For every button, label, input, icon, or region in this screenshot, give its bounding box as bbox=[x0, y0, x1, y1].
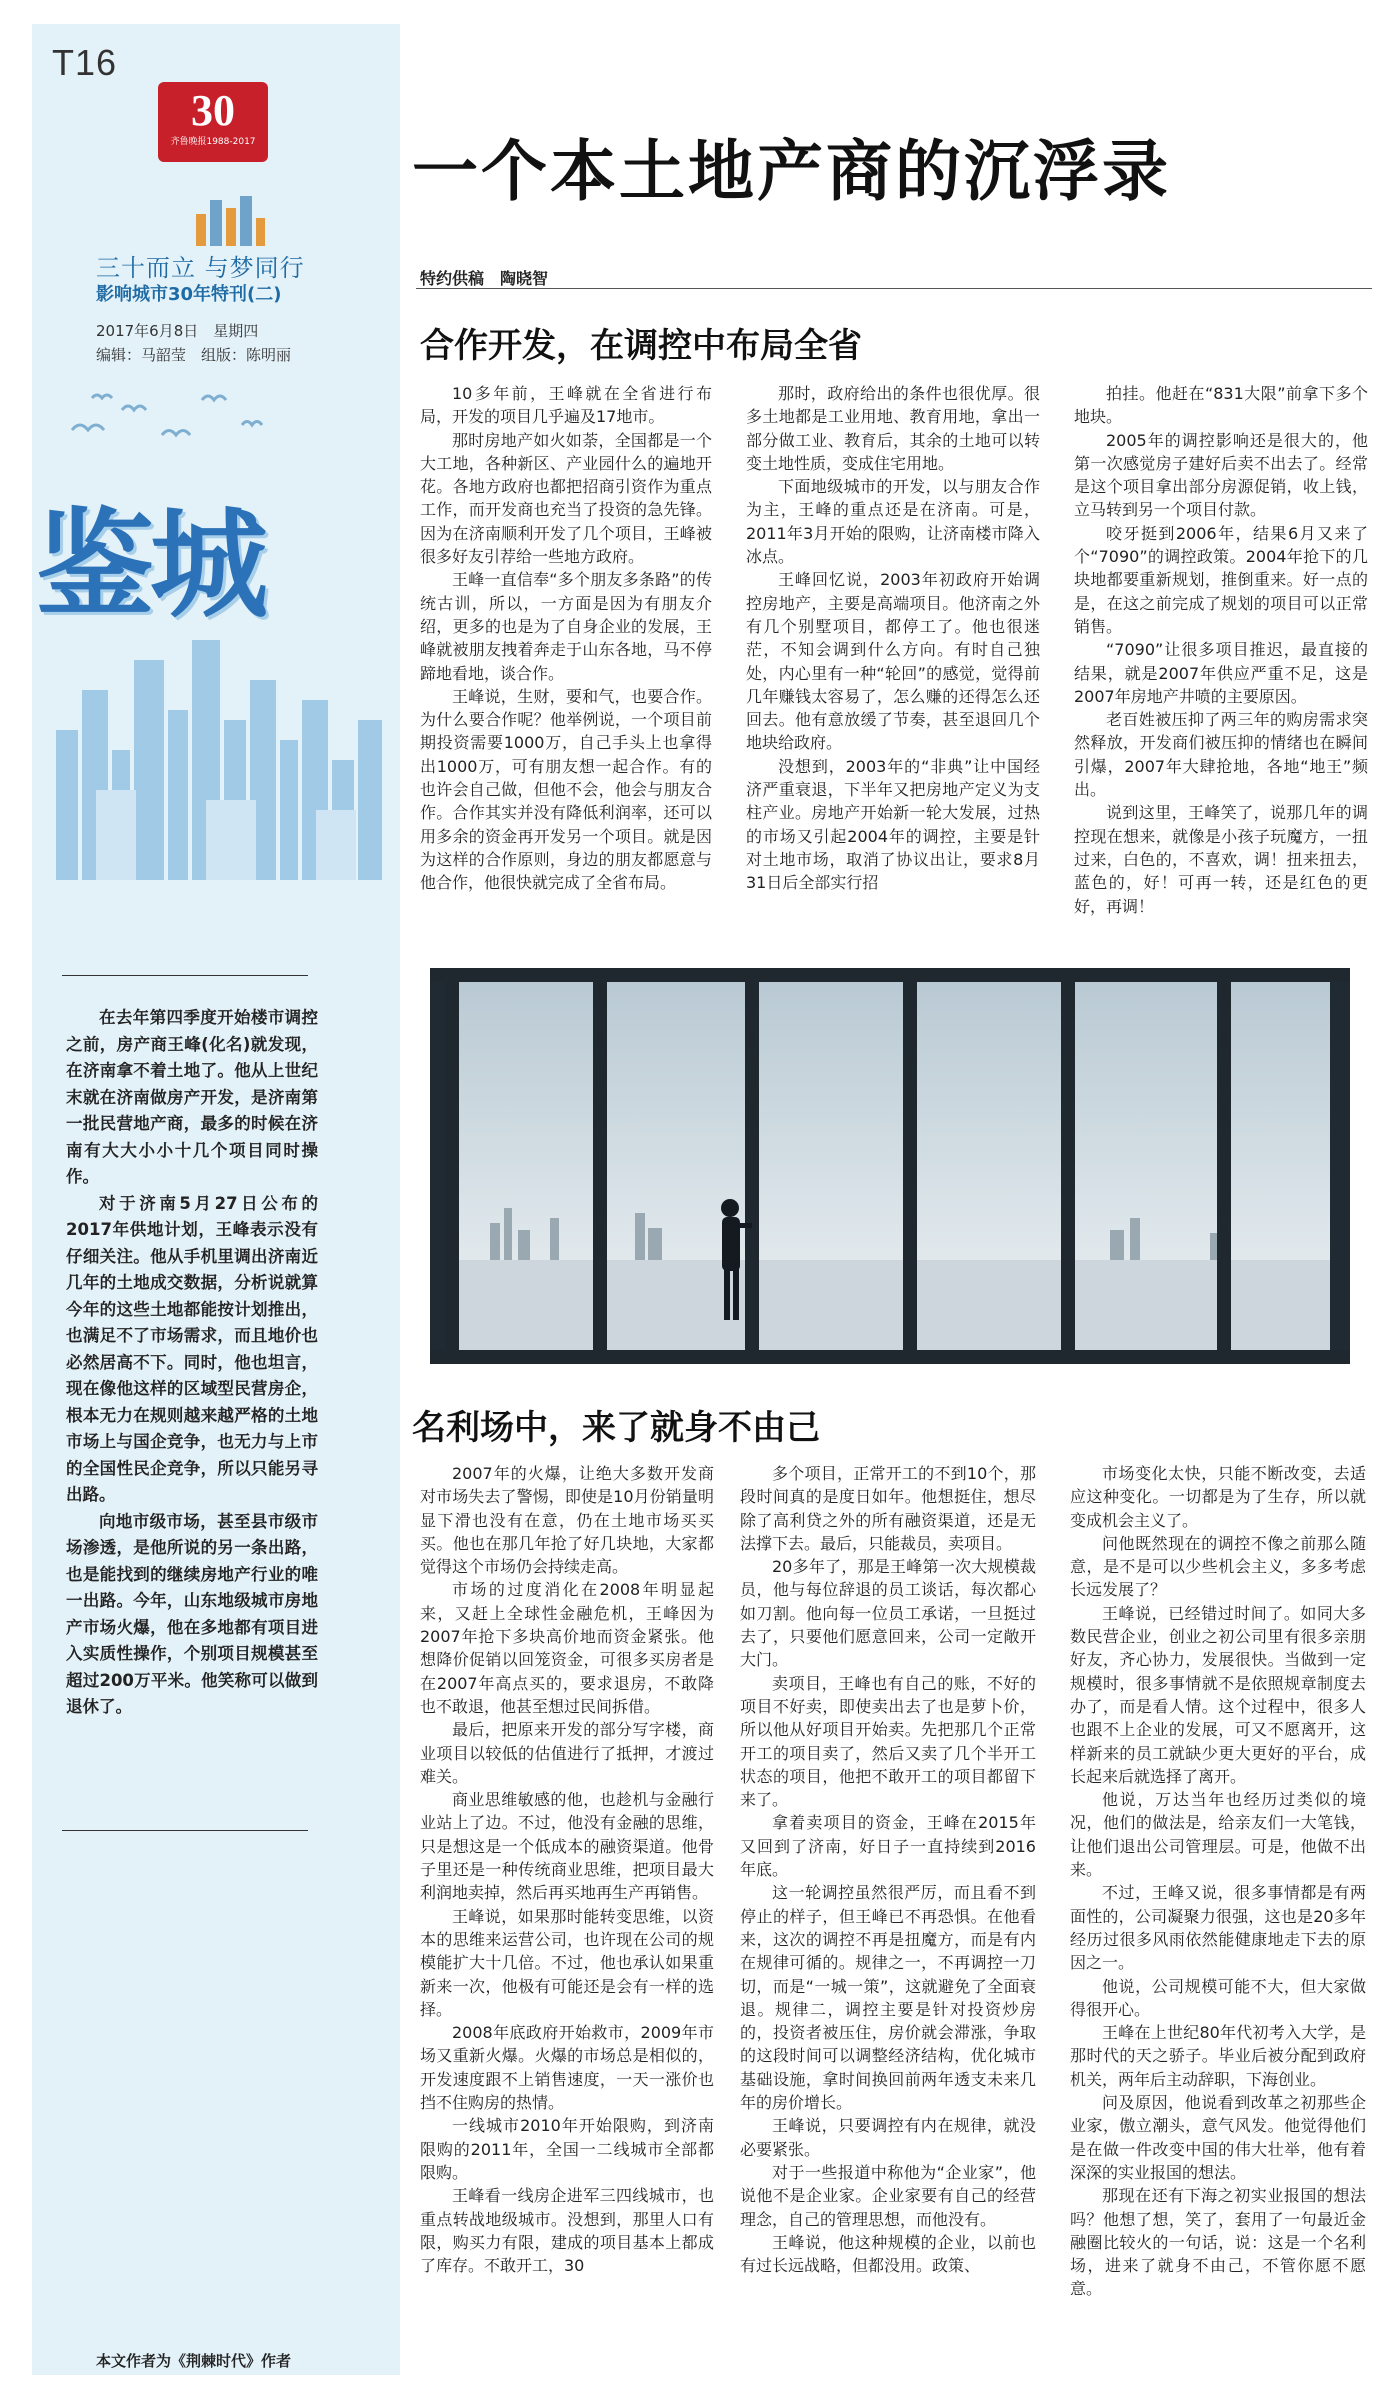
sidebar-divider-top bbox=[62, 975, 308, 976]
window-man-photo bbox=[430, 968, 1350, 1364]
intro-paragraph: 对于济南5月27日公布的2017年供地计划，王峰表示没有仔细关注。他从手机里调出济南近几年的土地成交数据，分析说就算今年的这些土地都能按计划推出，也满足不了市场需求，而且地价也必然居高不下。同时，他也坦言，现在像他这样的区域型民营房企，根本无力在规则越来越严格的土地市场上与国企竞争，也无力与上市的全国性民企竞争，所以只能另寻出路。 bbox=[66, 1193, 318, 1504]
byline: 特约供稿 陶晓智 bbox=[420, 269, 549, 288]
page-number: T16 bbox=[52, 42, 118, 83]
section-title: 鉴城 bbox=[36, 496, 265, 634]
paragraph: 问及原因，他说看到改革之初那些企业家，傲立潮头，意气风发。他觉得他们是在做一件改变中国的伟大壮举，他有着深深的实业报国的想法。 bbox=[1070, 2093, 1366, 2182]
article-column bbox=[420, 1462, 714, 2277]
paragraph: 王峰说，只要调控有内在规律，就没必要紧张。 bbox=[740, 2116, 1036, 2159]
issue-date: 2017年6月8日 星期四 bbox=[96, 322, 259, 340]
paragraph: 咬牙挺到2006年，结果6月又来了个“7090”的调控政策。2004年抢下的几块地都要重新规划，推倒重来。好一点的是，在这之前完成了规划的项目可以正常销售。 bbox=[1074, 523, 1368, 636]
section-heading: 合作开发，在调控中布局全省 bbox=[420, 326, 862, 366]
section-heading: 名利场中，来了就身不由己 bbox=[412, 1408, 820, 1448]
paragraph: 商业思维敏感的他，也趁机与金融行业站上了边。不过，他没有金融的思维，只是想这是一个低成本的融资渠道。他骨子里还是一种传统商业思维，把项目最大利润地卖掉，然后再买地再生产再销售。 bbox=[420, 1790, 714, 1903]
sidebar-intro bbox=[66, 1005, 318, 1721]
city-logo-icon bbox=[190, 190, 270, 250]
paragraph: 2008年底政府开始救市，2009年市场又重新火爆。火爆的市场总是相似的，开发速度跟不上销售速度，一天一涨价也挡不住购房的热情。 bbox=[420, 2023, 714, 2113]
paragraph: 对于一些报道中称他为“企业家”，他说他不是企业家。企业家要有自己的经营理念，自己的管理思想，而他没有。 bbox=[740, 2162, 1036, 2229]
paragraph: 20多年了，那是王峰第一次大规模裁员，他与每位辞退的员工谈话，每次都心如刀割。他向每一位员工承诺，一旦挺过去了，只要他们愿意回来，公司一定敞开大门。 bbox=[740, 1557, 1036, 1670]
paragraph: 老百姓被压抑了两三年的购房需求突然释放，开发商们被压抑的情绪也在瞬间引爆，2007年大肆抢地，各地“地王”频出。 bbox=[1074, 710, 1368, 800]
article-column bbox=[420, 382, 712, 895]
paragraph: 王峰回忆说，2003年初政府开始调控房地产，主要是高端项目。他济南之外有几个别墅项目，都停工了。他也很迷茫，不知会调到什么方向。有时自己独处，内心里有一种“轮回”的感觉，觉得前几年赚钱太容易了，怎么赚的还得怎么还回去。他有意放缓了节奏，甚至退回几个地块给政府。 bbox=[746, 570, 1040, 753]
paragraph: 问他既然现在的调控不像之前那么随意，是不是可以少些机会主义，多多考虑长远发展了？ bbox=[1070, 1533, 1366, 1600]
paragraph: 2007年的火爆，让绝大多数开发商对市场失去了警惕，即使是10月份销量明显下滑也没有在意，仍在土地市场买买买。他也在那几年抢了好几块地，大家都觉得这个市场仍会持续走高。 bbox=[420, 1464, 714, 1577]
editors-credit: 编辑：马韶莹 组版：陈明丽 bbox=[96, 346, 292, 364]
paragraph: 2005年的调控影响还是很大的，他第一次感觉房子建好后卖不出去了。经常是这个项目拿出部分房源促销，收上钱，立马转到另一个项目付款。 bbox=[1074, 430, 1368, 520]
section-series: 影响城市30年特刊(二) bbox=[96, 284, 282, 305]
intro-paragraph: 向地市级市场，甚至县市级市场渗透，是他所说的另一条出路，也是能找到的继续房地产行业的唯一出路。今年，山东地级城市房地产市场火爆，他在多地都有项目进入实质性操作，个别项目规模甚至超过200万平米。他笑称可以做到退休了。 bbox=[66, 1511, 318, 1716]
paragraph: 那时，政府给出的条件也很优厚。很多土地都是工业用地、教育用地，拿出一部分做工业、教育后，其余的土地可以转变土地性质，变成住宅用地。 bbox=[746, 384, 1040, 473]
section-slogan: 三十而立 与梦同行 bbox=[96, 254, 305, 282]
paragraph: “7090”让很多项目推迟，最直接的结果，就是2007年供应严重不足，这是2007年房地产井喷的主要原因。 bbox=[1074, 640, 1368, 706]
byline-rule bbox=[416, 288, 1372, 289]
paragraph: 王峰说，如果那时能转变思维，以资本的思维来运营公司，也许现在公司的规模能扩大十几倍。不过，他也承认如果重新来一次，他极有可能还是会有一样的选择。 bbox=[420, 1906, 714, 2019]
article-column bbox=[740, 1462, 1036, 2277]
paragraph: 卖项目，王峰也有自己的账，不好的项目不好卖，即使卖出去了也是萝卜价，所以他从好项目开始卖。先把那几个正常开工的项目卖了，然后又卖了几个半开工状态的项目，他把不敢开工的项目都留下来了。 bbox=[740, 1673, 1036, 1810]
skyline-icon bbox=[36, 560, 396, 880]
paragraph: 王峰在上世纪80年代初考入大学，是那时代的天之骄子。毕业后被分配到政府机关，两年后主动辞职，下海创业。 bbox=[1070, 2023, 1366, 2089]
article-column bbox=[1070, 1462, 1366, 2301]
author-credit: 本文作者为《荆棘时代》作者 bbox=[96, 2352, 292, 2370]
paragraph: 市场变化太快，只能不断改变，去适应这种变化。一切都是为了生存，所以就变成机会主义了。 bbox=[1070, 1464, 1366, 1530]
paragraph: 拿着卖项目的资金，王峰在2015年又回到了济南，好日子一直持续到2016年底。 bbox=[740, 1813, 1036, 1880]
intro-paragraph: 在去年第四季度开始楼市调控之前，房产商王峰(化名)就发现，在济南拿不着土地了。他从上世纪末就在济南做房产开发，是济南第一批民营地产商，最多的时候在济南有大大小小十几个项目同时操作。 bbox=[66, 1008, 318, 1186]
anniversary-badge bbox=[158, 82, 268, 162]
paragraph: 10多年前，王峰就在全省进行布局，开发的项目几乎遍及17地市。 bbox=[420, 384, 712, 427]
paragraph: 王峰说，已经错过时间了。如同大多数民营企业，创业之初公司里有很多亲朋好友，齐心协力，发展很快。当做到一定规模时，很多事情就不是依照规章制度去办了，而是看人情。这个过程中，很多人也跟不上企业的发展，可又不愿离开，这样新来的员工就缺少更大更好的平台，成长起来后就选择了离开。 bbox=[1070, 1603, 1366, 1786]
paragraph: 王峰说，他这种规模的企业，以前也有过长远战略，但都没用。政策、 bbox=[740, 2232, 1036, 2276]
paragraph: 那时房地产如火如荼，全国都是一个大工地，各种新区、产业园什么的遍地开花。各地方政府也都把招商引资作为重点工作，而开发商也充当了投资的急先锋。因为在济南顺利开发了几个项目，王峰被很多好友引荐给一些地方政府。 bbox=[420, 430, 712, 567]
paragraph: 这一轮调控虽然很严厉，而且看不到停止的样子，但王峰已不再恐惧。在他看来，这次的调控不再是扭魔方，而是有内在规律可循的。规律之一，不再调控一刀切，而是“一城一策”，这就避免了全面衰退。规律二，调控主要是针对投资炒房的，投资者被压住，房价就会滞涨，争取的这段时间可以调整经济结构，优化城市基础设施，拿时间换回前两年透支未来几年的房价增长。 bbox=[740, 1883, 1036, 2113]
paragraph: 他说，公司规模可能不大，但大家做得很开心。 bbox=[1070, 1976, 1366, 2019]
paragraph: 说到这里，王峰笑了，说那几年的调控现在想来，就像是小孩子玩魔方，一扭过来，白色的，不喜欢，调！扭来扭去，蓝色的，好！可再一转，还是红色的更好，再调！ bbox=[1074, 803, 1368, 916]
paragraph: 市场的过度消化在2008年明显起来，又赶上全球性金融危机，王峰因为2007年抢下多块高价地而资金紧张。他想降价促销以回笼资金，可很多买房者是在2007年高点买的，要求退房，不敢降也不敢退，他甚至想过民间拆借。 bbox=[420, 1580, 714, 1716]
paragraph: 那现在还有下海之初实业报国的想法吗？他想了想，笑了，套用了一句最近金融圈比较火的一句话，说：这是一个名利场，进来了就身不由己，不管你愿不愿意。 bbox=[1070, 2186, 1366, 2299]
badge-number: 30 bbox=[191, 86, 235, 135]
article-column bbox=[746, 382, 1040, 895]
paragraph: 他说，万达当年也经历过类似的境况，他们的做法是，给亲友们一大笔钱，让他们退出公司管理层。可是，他做不出来。 bbox=[1070, 1790, 1366, 1880]
paragraph: 没想到，2003年的“非典”让中国经济严重衰退，下半年又把房地产定义为支柱产业。房地产开始新一轮大发展，过热的市场又引起2004年的调控，主要是针对土地市场，取消了协议出让，要求8月31日后全部实行招 bbox=[746, 756, 1040, 893]
headline: 一个本土地产商的沉浮录 bbox=[412, 133, 1171, 210]
paragraph: 不过，王峰又说，很多事情都是有两面性的，公司凝聚力很强，这也是20多年经历过很多风雨依然能健康地走下去的原因之一。 bbox=[1070, 1883, 1366, 1973]
paragraph: 王峰说，生财，要和气，也要合作。为什么要合作呢？他举例说，一个项目前期投资需要1000万，自己手头上也拿得出1000万，可有朋友想一起合作。有的也许会自己做，但他不会，他会与朋友合作。合作其实并没有降低利润率，还可以用多余的资金再开发另一个项目。就是因为这样的合作原则，身边的朋友都愿意与他合作，他很快就完成了全省布局。 bbox=[420, 686, 712, 893]
birds-icon bbox=[52, 380, 292, 460]
paragraph: 下面地级城市的开发，以与朋友合作为主，王峰的重点还是在济南。可是，2011年3月开始的限购，让济南楼市降入冰点。 bbox=[746, 477, 1040, 567]
badge-text: 齐鲁晚报1988-2017 bbox=[170, 137, 256, 147]
paragraph: 多个项目，正常开工的不到10个，那段时间真的是度日如年。他想挺住，想尽除了高利贷之外的所有融资渠道，还是无法撑下去。最后，只能裁员，卖项目。 bbox=[740, 1464, 1036, 1553]
paragraph: 最后，把原来开发的部分写字楼，商业项目以较低的估值进行了抵押，才渡过难关。 bbox=[420, 1720, 714, 1786]
paragraph: 王峰一直信奉“多个朋友多条路”的传统古训，所以，一方面是因为有朋友介绍，更多的也是为了自身企业的发展，王峰就被朋友拽着奔走于山东各地，马不停蹄地看地，谈合作。 bbox=[420, 570, 712, 683]
article-column bbox=[1074, 382, 1368, 918]
paragraph: 拍挂。他赶在“831大限”前拿下多个地块。 bbox=[1074, 384, 1368, 427]
paragraph: 一线城市2010年开始限购，到济南限购的2011年，全国一二线城市全部都限购。 bbox=[420, 2116, 714, 2182]
sidebar-divider-bottom bbox=[62, 1830, 308, 1831]
paragraph: 王峰看一线房企进军三四线城市，也重点转战地级城市。没想到，那里人口有限，购买力有限，建成的项目基本上都成了库存。不敢开工，30 bbox=[420, 2186, 714, 2276]
